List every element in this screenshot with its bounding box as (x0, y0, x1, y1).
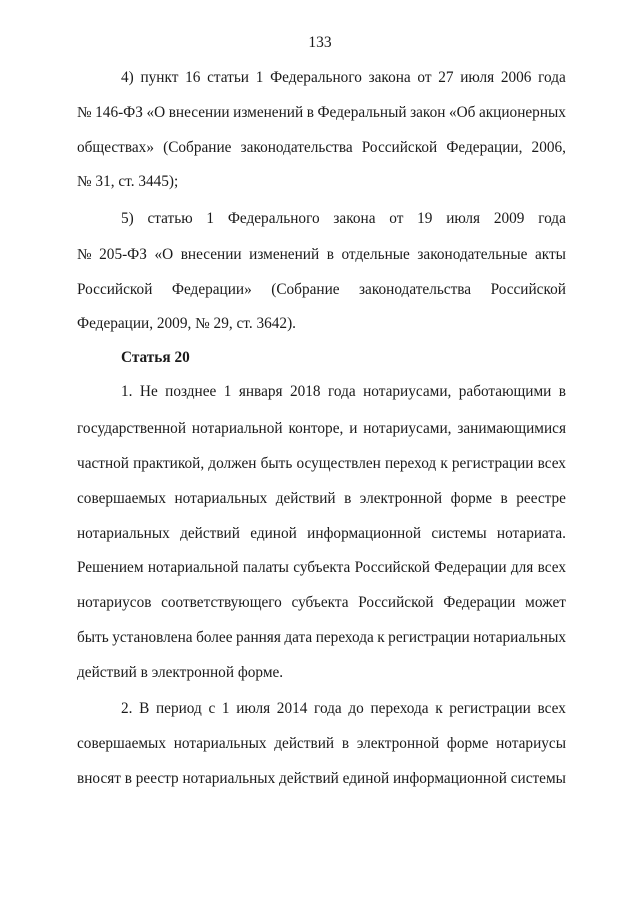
page-number: 133 (308, 34, 332, 51)
word: внесении (180, 246, 242, 263)
word: Российской (361, 139, 438, 156)
word: осуществлен (296, 455, 381, 472)
word: нотариальной (147, 559, 239, 576)
word: Федерации, (446, 139, 523, 156)
para1-line5 (77, 524, 566, 544)
word: 27 (438, 69, 454, 86)
word: 4) (121, 69, 134, 86)
word: единой (250, 525, 297, 542)
word: с (208, 700, 216, 717)
word: всех (537, 700, 566, 717)
word: до (348, 700, 364, 717)
item5-line4: Федерации, 2009, № 29, ст. 3642). (77, 315, 296, 332)
word: может (525, 594, 566, 611)
word: нотариусов (77, 594, 152, 611)
word: января (238, 383, 283, 400)
word: Федеральный (317, 104, 407, 121)
word: Федерации (434, 559, 507, 576)
word: внесении (168, 104, 230, 121)
word: июля (460, 69, 495, 86)
word: 1 (223, 383, 232, 400)
word: в (341, 735, 350, 752)
word: более (196, 629, 233, 646)
word: палаты (242, 559, 289, 576)
word: 1 (206, 210, 215, 227)
word: нотариусы (496, 735, 566, 752)
word: реестр (135, 770, 179, 787)
word: изменений (249, 246, 320, 263)
word: июля (236, 700, 271, 717)
word: в (558, 383, 566, 400)
word: года (327, 383, 356, 400)
word: закон (410, 104, 446, 121)
word: от (389, 210, 404, 227)
word: нотариата. (496, 525, 566, 542)
word: № (77, 246, 92, 263)
word: акционерных (478, 104, 566, 121)
word: дата (284, 629, 313, 646)
word: к (440, 455, 448, 472)
para1-line9: действий в электронной форме. (77, 664, 284, 681)
word: нотариальных (173, 735, 267, 752)
word: нотариусами, (363, 383, 452, 400)
para1-line3 (77, 454, 566, 474)
article-heading: Статья 20 (121, 349, 190, 366)
para1-line6 (77, 558, 566, 578)
word: нотариальных (473, 629, 566, 646)
word: перехода (370, 700, 429, 717)
word: акты (534, 246, 566, 263)
word: работающими (458, 383, 552, 400)
word: действий (279, 770, 339, 787)
word: установлена (112, 629, 193, 646)
word: года (314, 700, 342, 717)
word: Не (139, 383, 158, 400)
word: В (139, 700, 150, 717)
word: субъекта (293, 559, 351, 576)
word: в (344, 490, 352, 507)
word: реестре (516, 490, 566, 507)
word: 2018 (289, 383, 321, 400)
word: нотариальных (174, 490, 268, 507)
word: № (77, 104, 92, 121)
word: для (510, 559, 534, 576)
word: всех (537, 455, 566, 472)
word: быть (77, 629, 109, 646)
item5-line1 (121, 209, 566, 229)
word: года (538, 69, 566, 86)
word: системы (431, 525, 487, 542)
para2-line2 (77, 734, 566, 754)
word: 205-ФЗ (99, 246, 147, 263)
word: 1 (221, 700, 230, 717)
word: единой (342, 770, 390, 787)
word: Российской (354, 559, 430, 576)
word: Федерации» (171, 281, 252, 298)
word: закона (333, 210, 376, 227)
item5-line2 (77, 245, 566, 265)
word: период (156, 700, 202, 717)
word: (Собрание (163, 139, 232, 156)
word: июля (446, 210, 481, 227)
word: форме (446, 735, 489, 752)
word: 1. (121, 383, 133, 400)
word: в (306, 104, 314, 121)
word: 2. (121, 700, 133, 717)
word: к (435, 700, 443, 717)
word: Федерального (270, 69, 362, 86)
word: электронной (359, 490, 443, 507)
item5-line3 (77, 280, 566, 300)
word: практикой, (133, 455, 205, 472)
word: информационной (393, 770, 507, 787)
word: нотариусами, (363, 420, 452, 437)
item4-line1 (121, 68, 566, 88)
para1-line7 (77, 593, 566, 613)
word: изменений (233, 104, 304, 121)
word: переход (384, 455, 437, 472)
word: субъекта (291, 594, 349, 611)
word: всех (537, 559, 566, 576)
word: нотариальной (191, 420, 283, 437)
word: «О (146, 104, 166, 121)
word: системы (510, 770, 566, 787)
word: регистрации (451, 455, 534, 472)
word: Федерального (227, 210, 320, 227)
word: Решением (77, 559, 144, 576)
word: конторе, (288, 420, 344, 437)
word: в (326, 246, 334, 263)
item4-line4: № 31, ст. 3445); (77, 173, 179, 190)
para1-line8 (77, 628, 566, 648)
word: в (500, 490, 508, 507)
word: законодательные (417, 246, 528, 263)
word: обществах» (77, 139, 154, 156)
para2-line3 (77, 769, 566, 789)
word: вносят (77, 770, 121, 787)
word: (Собрание (271, 281, 340, 298)
word: государственной (77, 420, 187, 437)
word: соответствующего (161, 594, 282, 611)
word: законодательства (240, 139, 353, 156)
word: 5) (121, 210, 134, 227)
word: 19 (417, 210, 433, 227)
word: регистрации (388, 629, 470, 646)
word: позднее (165, 383, 217, 400)
word: 2014 (276, 700, 308, 717)
word: должен (208, 455, 257, 472)
word: 2009 (493, 210, 525, 227)
word: Российской (358, 594, 434, 611)
word: «О (154, 246, 174, 263)
word: «Об (448, 104, 476, 121)
word: 1 (255, 69, 264, 86)
word: частной (77, 455, 129, 472)
para1-line2 (77, 419, 566, 439)
word: статью (147, 210, 193, 227)
word: законодательства (359, 281, 472, 298)
word: совершаемых (77, 490, 166, 507)
para1-line1 (121, 382, 566, 402)
word: ранняя (236, 629, 281, 646)
word: Российской (490, 281, 566, 298)
word: электронной (356, 735, 440, 752)
word: информационной (307, 525, 422, 542)
word: форме (450, 490, 493, 507)
word: занимающимися (457, 420, 566, 437)
word: 146-ФЗ (95, 104, 143, 121)
word: закона (368, 69, 411, 86)
word: пункт (140, 69, 179, 86)
word: 2006 (500, 69, 532, 86)
word: нотариальных (182, 770, 276, 787)
word: быть (260, 455, 293, 472)
word: перехода (315, 629, 374, 646)
word: действий (180, 525, 240, 542)
item4-line3 (77, 138, 566, 158)
item4-line2 (77, 103, 566, 123)
word: от (417, 69, 432, 86)
word: регистрации (449, 700, 531, 717)
word: нотариальных (77, 525, 170, 542)
word: 16 (185, 69, 201, 86)
word: 2006, (531, 139, 566, 156)
word: отдельные (341, 246, 410, 263)
word: Федерации (443, 594, 516, 611)
word: действий (274, 735, 335, 752)
word: Российской (77, 281, 153, 298)
word: совершаемых (77, 735, 166, 752)
para2-line1 (121, 699, 566, 719)
word: к (377, 629, 385, 646)
word: и (349, 420, 358, 437)
para1-line4 (77, 489, 566, 509)
word: года (538, 210, 566, 227)
word: статьи (207, 69, 249, 86)
word: действий (275, 490, 336, 507)
word: в (124, 770, 132, 787)
